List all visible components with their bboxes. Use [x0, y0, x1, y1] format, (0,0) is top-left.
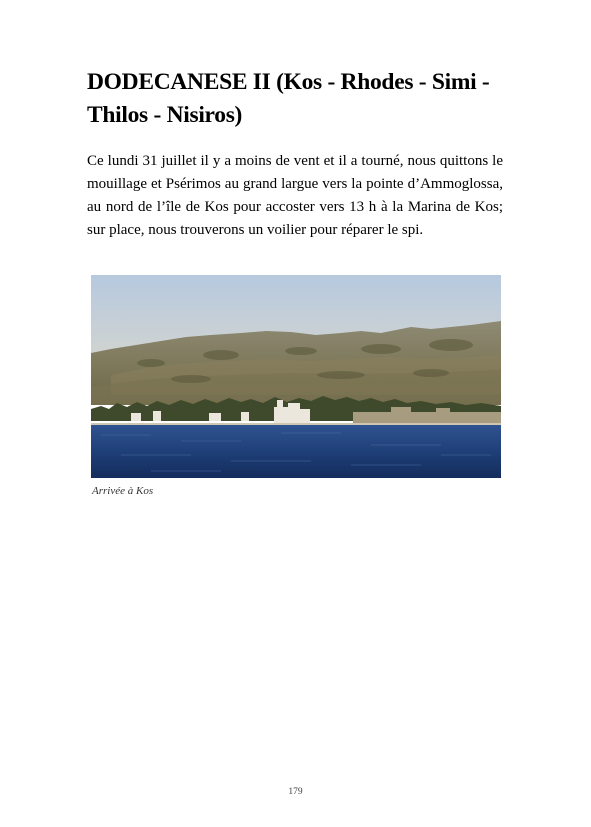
page-title: DODECANESE II (Kos - Rhodes - Simi - Thilos - Nisiros)	[87, 69, 490, 128]
page-number: 179	[288, 787, 303, 797]
photo-caption: Arrivée à Kos	[92, 485, 154, 497]
body-paragraph: Ce lundi 31 juillet il y a moins de vent et il a tourné, nous quittons le mouillage et Psérimos au grand largue vers la pointe d’Ammoglossa, au nord de l’île de Kos pour accoster vers 13 h à la Marina de Kos; sur place, nous trouverons un voilier pour réparer le spi.	[87, 153, 503, 238]
photo-arrival-kos	[91, 275, 501, 478]
